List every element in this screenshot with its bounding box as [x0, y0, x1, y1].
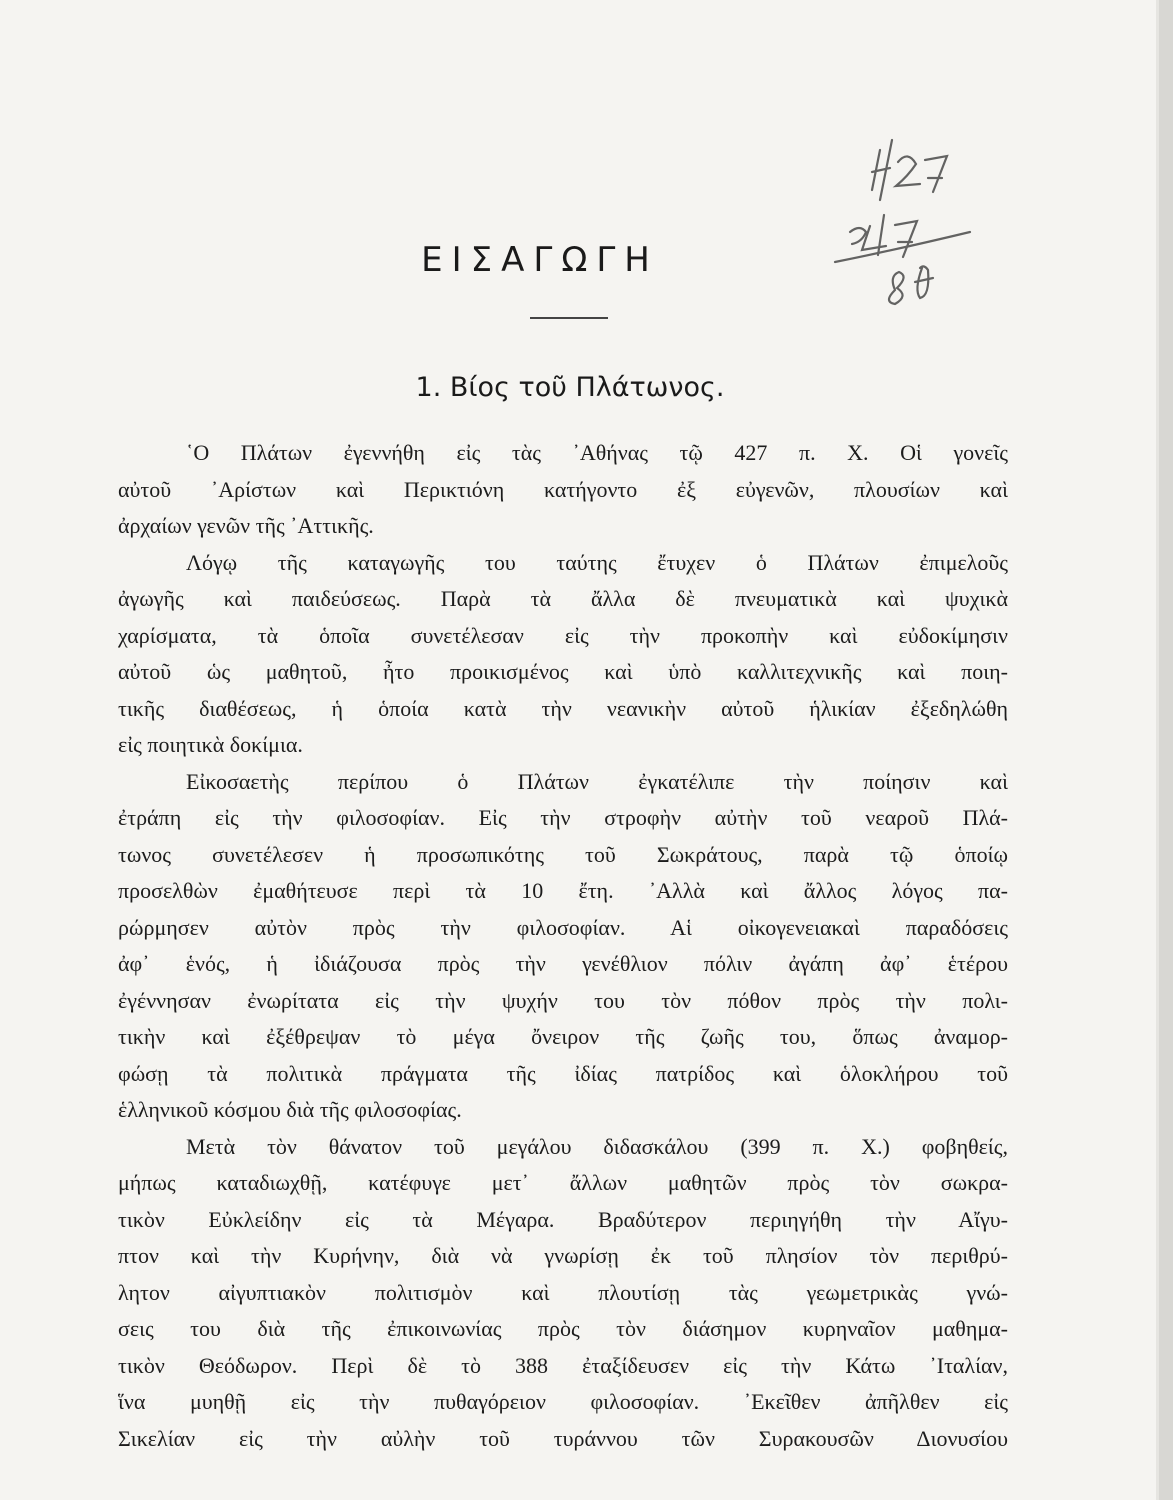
page-title: ΕΙΣΑΓΩΓΗ [421, 240, 659, 280]
text-line: ρώρμησεν αὐτὸν πρὸς τὴν φιλοσοφίαν. Αἱ οἰκογενειακαὶ παραδόσεις [118, 914, 1008, 940]
text-line: αὐτοῦ ὡς μαθητοῦ, ἦτο προικισμένος καὶ ὑπὸ καλλιτεχνικῆς καὶ ποιη- [118, 659, 1008, 684]
text-line: Μετὰ τὸν θάνατον τοῦ μεγάλου διδασκάλου (399 π. Χ.) φοβηθείς, [186, 1133, 1008, 1159]
page-edge-shadow [1159, 0, 1173, 1500]
text-line: φώσῃ τὰ πολιτικὰ πράγματα τῆς ἰδίας πατρίδος καὶ ὁλοκλήρου τοῦ [118, 1060, 1008, 1086]
text-line: χαρίσματα, τὰ ὁποῖα συνετέλεσαν εἰς τὴν προκοπὴν καὶ εὐδοκίμησιν [118, 622, 1008, 648]
text-line: ῾Ο Πλάτων ἐγεννήθη εἰς τὰς ᾿Αθήνας τῷ 427 π. Χ. Οἱ γονεῖς [186, 440, 1008, 465]
text-line: Εἰκοσαετὴς περίπου ὁ Πλάτων ἐγκατέλιπε τὴν ποίησιν καὶ [186, 768, 1008, 794]
text-line: πτον καὶ τὴν Κυρήνην, διὰ νὰ γνωρίσῃ ἐκ τοῦ πλησίον τὸν περιθρύ- [118, 1243, 1008, 1268]
body-text [118, 435, 1008, 1457]
text-line: τικὴν καὶ ἐξέθρεψαν τὸ μέγα ὄνειρον τῆς ζωῆς του, ὅπως ἀναμορ- [118, 1024, 1008, 1049]
text-line: μήπως καταδιωχθῇ, κατέφυγε μετ᾿ ἄλλων μαθητῶν πρὸς τὸν σωκρα- [118, 1170, 1008, 1195]
text-line: ἑλληνικοῦ κόσμου διὰ τῆς φιλοσοφίας. [118, 1097, 462, 1122]
text-line: Σικελίαν εἰς τὴν αὐλὴν τοῦ τυράννου τῶν Συρακουσῶν Διονυσίου [118, 1425, 1008, 1451]
text-line: προσελθὼν ἐμαθήτευσε περὶ τὰ 10 ἔτη. ᾿Αλλὰ καὶ ἄλλος λόγος πα- [118, 878, 1008, 903]
text-line: ἀφ᾿ ἑνός, ἡ ἰδιάζουσα πρὸς τὴν γενέθλιον πόλιν ἀγάπη ἀφ᾿ ἑτέρου [118, 951, 1008, 976]
text-line: τικὸν Εὐκλείδην εἰς τὰ Μέγαρα. Βραδύτερον περιηγήθη τὴν Αἴγυ- [118, 1206, 1008, 1232]
text-line: τικὸν Θεόδωρον. Περὶ δὲ τὸ 388 ἐταξίδευσεν εἰς τὴν Κάτω ᾿Ιταλίαν, [118, 1352, 1008, 1378]
text-line: ἵνα μυηθῇ εἰς τὴν πυθαγόρειον φιλοσοφίαν. ᾿Εκεῖθεν ἀπῆλθεν εἰς [118, 1389, 1008, 1414]
text-line: σεις του διὰ τῆς ἐπικοινωνίας πρὸς τὸν διάσημον κυρηναῖον μαθημα- [118, 1316, 1008, 1341]
title-divider [530, 317, 608, 319]
text-line: ἐτράπη εἰς τὴν φιλοσοφίαν. Εἰς τὴν στροφὴν αὐτὴν τοῦ νεαροῦ Πλά- [118, 805, 1008, 830]
text-line: Λόγῳ τῆς καταγωγῆς του ταύτης ἔτυχεν ὁ Πλάτων ἐπιμελοῦς [186, 549, 1008, 575]
text-line: ἐγέννησαν ἐνωρίτατα εἰς τὴν ψυχήν του τὸν πόθον πρὸς τὴν πολι- [118, 987, 1008, 1013]
text-line: τωνος συνετέλεσεν ἡ προσωπικότης τοῦ Σωκράτους, παρὰ τῷ ὁποίῳ [118, 841, 1008, 867]
section-heading: 1. Βίος τοῦ Πλάτωνος. [415, 372, 725, 403]
text-line: εἰς ποιητικὰ δοκίμια. [118, 732, 303, 757]
text-line: τικῆς διαθέσεως, ἡ ὁποία κατὰ τὴν νεανικὴν αὐτοῦ ἡλικίαν ἐξεδηλώθη [118, 695, 1008, 721]
text-line: ἀρχαίων γενῶν τῆς ᾿Αττικῆς. [118, 513, 374, 538]
page-edge-highlight [1156, 0, 1159, 1500]
text-line: λητον αἰγυπτιακὸν πολιτισμὸν καὶ πλουτίσῃ τὰς γεωμετρικὰς γνώ- [118, 1279, 1008, 1305]
text-line: ἀγωγῆς καὶ παιδεύσεως. Παρὰ τὰ ἄλλα δὲ πνευματικὰ καὶ ψυχικὰ [118, 586, 1008, 611]
text-line: αὐτοῦ ᾿Αρίστων καὶ Περικτιόνη κατήγοντο ἐξ εὐγενῶν, πλουσίων καὶ [118, 476, 1008, 502]
